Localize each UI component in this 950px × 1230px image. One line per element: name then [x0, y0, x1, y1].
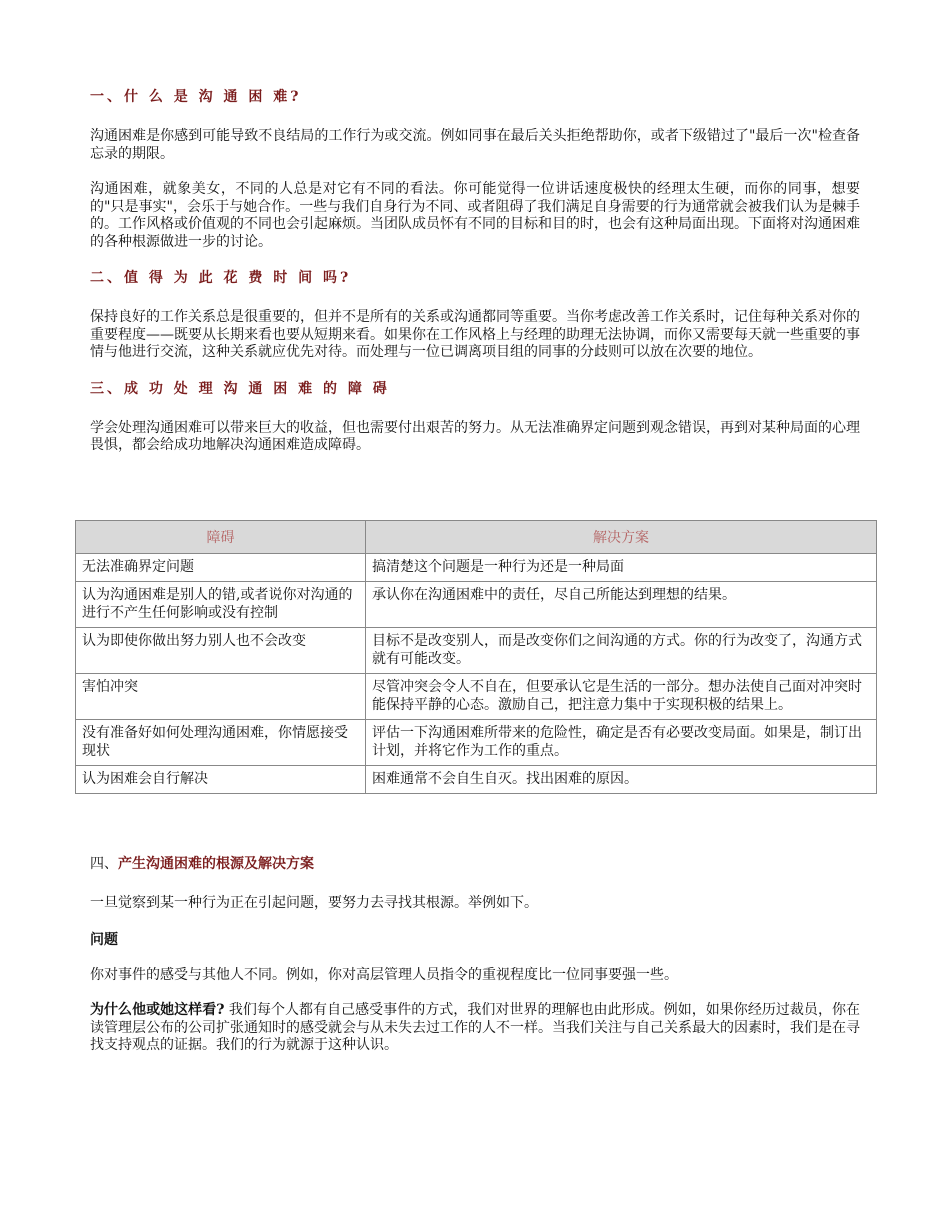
section-heading-1: 一、什 么 是 沟 通 困 难?	[90, 89, 302, 105]
table-cell-solution: 搞清楚这个问题是一种行为还是一种局面	[366, 554, 877, 582]
section-1-paragraph-1: 沟通困难是你感到可能导致不良结局的工作行为或交流。例如同事在最后关头拒绝帮助你，或者下级错过了"最后一次"检查备忘录的期限。	[90, 128, 860, 162]
section-4-number: 四、	[90, 856, 118, 872]
section-heading-2: 二、值 得 为 此 花 费 时 间 吗?	[90, 270, 352, 286]
why-body: 我们每个人都有自己感受事件的方式，我们对世界的理解也由此形成。例如，如果你经历过裁员，你在读管理层公布的公司扩张通知时的感受就会与从未失去过工作的人不一样。当我们关注与自己关系最大的因素时，我们是在寻找支持观点的证据。我们的行为就源于这种认识。	[90, 1002, 861, 1053]
obstacles-table	[75, 520, 877, 794]
table-cell-obstacle: 认为困难会自行解决	[76, 766, 366, 794]
table-cell-obstacle: 害怕冲突	[76, 674, 366, 720]
table-row	[76, 766, 877, 794]
section-3-paragraph-1: 学会处理沟通困难可以带来巨大的收益，但也需要付出艰苦的努力。从无法准确界定问题到观念错误，再到对某种局面的心理畏惧，都会给成功地解决沟通困难造成障碍。	[90, 419, 860, 453]
table-row	[76, 582, 877, 628]
table-cell-obstacle: 无法准确界定问题	[76, 554, 366, 582]
table-row	[76, 674, 877, 720]
section-heading-3: 三、成 功 处 理 沟 通 困 难 的 障 碍	[90, 380, 390, 397]
why-lead-in: 为什么他或她这样看?	[90, 1002, 225, 1018]
section-1-paragraph-2: 沟通困难，就象美女，不同的人总是对它有不同的看法。你可能觉得一位讲话速度极快的经理太生硬，而你的同事，想要的"只是事实"，会乐于与她合作。一些与我们自身行为不同、或者阻碍了我们满足自身需要的行为通常就会被我们认为是棘手的。工作风格或价值观的不同也会引起麻烦。当团队成员怀有不同的目标和目的时，也会有这种局面出现。下面将对沟通困难的各种根源做进一步的讨论。	[90, 181, 860, 250]
lower-content	[90, 855, 860, 1055]
table-cell-obstacle: 没有准备好如何处理沟通困难，你情愿接受现状	[76, 720, 366, 766]
table-header-obstacle: 障碍	[76, 521, 366, 554]
section-4-paragraph-2: 你对事件的感受与其他人不同。例如，你对高层管理人员指令的重视程度比一位同事要强一些。	[90, 966, 678, 983]
table-cell-solution: 困难通常不会自生自灭。找出困难的原因。	[366, 766, 877, 794]
section-4-paragraph-1: 一旦觉察到某一种行为正在引起问题，要努力去寻找其根源。举例如下。	[90, 895, 538, 911]
table-cell-obstacle: 认为即使你做出努力别人也不会改变	[76, 628, 366, 674]
table-row	[76, 628, 877, 674]
table-header-solution: 解决方案	[366, 521, 877, 554]
table-row	[76, 554, 877, 582]
table-header-row	[76, 521, 877, 554]
upper-content	[90, 88, 860, 455]
section-2-paragraph-1: 保持良好的工作关系总是很重要的，但并不是所有的关系或沟通都同等重要。当你考虑改善工作关系时，记住每种关系对你的重要程度——既要从长期来看也要从短期来看。如果你在工作风格上与经理的助理无法协调，而你又需要每天就一些重要的事情与他进行交流，这种关系就应优先对待。而处理与一位已调离项目组的同事的分歧则可以放在次要的地位。	[90, 309, 860, 360]
table-cell-solution: 承认你在沟通困难中的责任，尽自己所能达到理想的结果。	[366, 582, 877, 628]
problem-subheading: 问题	[90, 931, 118, 948]
table-cell-solution: 目标不是改变别人，而是改变你们之间沟通的方式。你的行为改变了，沟通方式就有可能改变。	[366, 628, 877, 674]
table-row	[76, 720, 877, 766]
section-heading-4	[90, 855, 860, 873]
table-cell-obstacle: 认为沟通困难是别人的错,或者说你对沟通的进行不产生任何影响或没有控制	[76, 582, 366, 628]
section-4-paragraph-3	[90, 1002, 860, 1055]
table-cell-solution: 尽管冲突会令人不自在，但要承认它是生活的一部分。想办法使自己面对冲突时能保持平静的心态。激励自己，把注意力集中于实现积极的结果上。	[366, 674, 877, 720]
table-cell-solution: 评估一下沟通困难所带来的危险性，确定是否有必要改变局面。如果是，制订出计划，并将它作为工作的重点。	[366, 720, 877, 766]
section-4-title: 产生沟通困难的根源及解决方案	[118, 856, 314, 872]
